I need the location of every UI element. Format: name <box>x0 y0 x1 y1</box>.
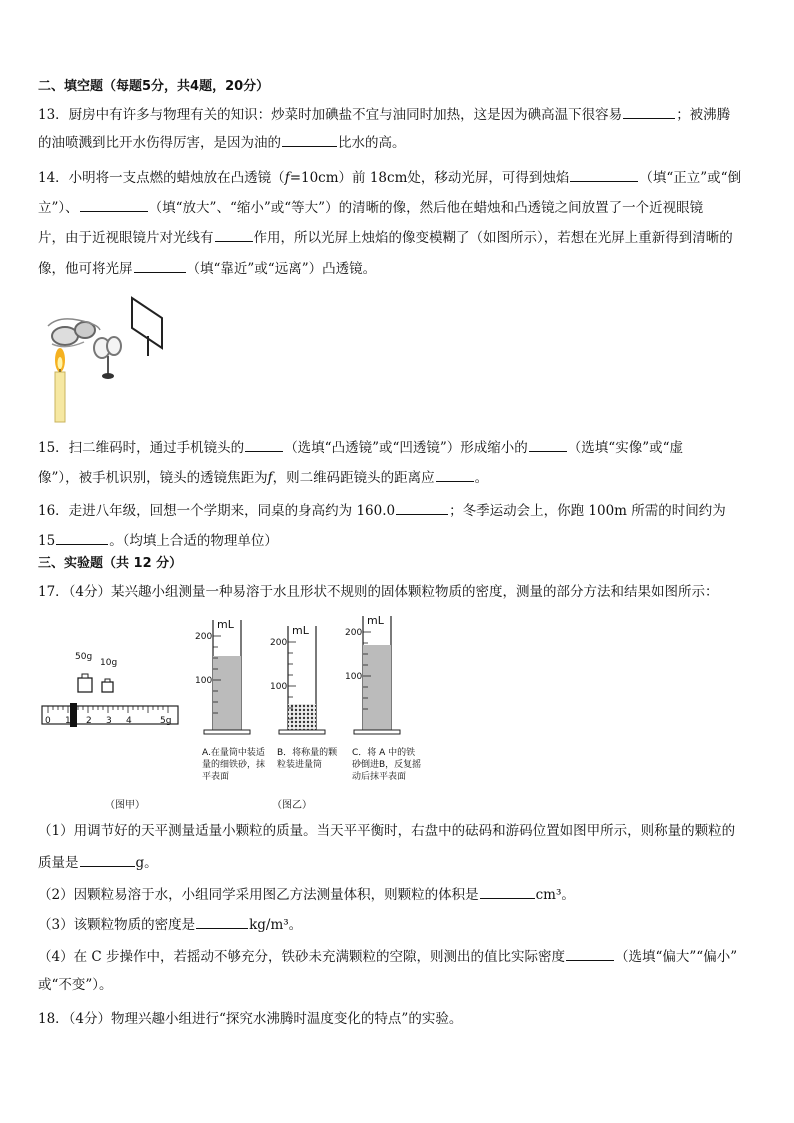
q17-blank-volume[interactable] <box>480 884 535 899</box>
weight-label-10g: 10g <box>100 658 118 668</box>
q14-blank-4[interactable] <box>134 258 186 273</box>
q16-text: 15 <box>38 533 56 549</box>
q15-blank-3[interactable] <box>436 467 474 482</box>
q14-text: 片，由于近视眼镜片对光线有 <box>38 230 214 246</box>
q17-text: 质量是 <box>38 855 79 871</box>
cylinder-b-unit: mL <box>292 624 309 637</box>
q14-f-symbol: f <box>284 170 290 186</box>
q17-blank-compare[interactable] <box>566 946 614 961</box>
weight-10g-shape <box>102 682 113 692</box>
q13-line2 <box>38 132 406 152</box>
q17-text: cm³。 <box>535 887 575 903</box>
q14-blank-1[interactable] <box>570 167 638 182</box>
scale-tick-labels <box>45 716 185 728</box>
q16-blank-1[interactable] <box>396 500 448 515</box>
q14-line3 <box>38 227 733 247</box>
q16-text: 16．走进八年级，回想一个学期来，同桌的身高约为 160.0 <box>38 503 396 519</box>
section-title-fill-blank: 二、填空题（每题5分，共4题，20分） <box>38 79 270 94</box>
candle-lens-figure <box>40 296 170 428</box>
cylinder-a-200: 200 <box>195 632 213 642</box>
q15-text: 像”），被手机识别，镜头的透镜焦距为 <box>38 470 268 486</box>
q14-text: 立”）、 <box>38 200 79 216</box>
tick-0: 0 <box>45 716 51 726</box>
q14-text: （填“正立”或“倒 <box>639 170 742 186</box>
q14-blank-3[interactable] <box>215 227 253 242</box>
figure-yi <box>190 612 430 812</box>
figure-yi-label: （图乙） <box>272 800 312 811</box>
q15-text: ，则二维码距镜头的距离应 <box>272 470 435 486</box>
cylinder-c-unit: mL <box>367 614 384 627</box>
q16-text: 。（均填上合适的物理单位） <box>109 533 278 549</box>
tick-1: 1 <box>65 716 71 726</box>
cylinders-svg <box>190 612 430 747</box>
tick-4: 4 <box>126 716 132 726</box>
figure-jia-label: （图甲） <box>105 800 145 811</box>
cylinder-b-200: 200 <box>270 638 288 648</box>
caption-c: C．将 A 中的铁砂倒进B，反复摇动后抹平表面 <box>352 748 422 782</box>
q14-text: （填“放大”、“缩小”或“等大”）的清晰的像，然后他在蜡烛和凸透镜之间放置了一个近视眼镜 <box>148 200 704 216</box>
q14-blank-2[interactable] <box>80 197 148 212</box>
q17-blank-mass[interactable] <box>80 852 135 867</box>
tick-3: 3 <box>106 716 112 726</box>
q15-line2 <box>38 467 488 487</box>
q16-line2 <box>38 530 278 550</box>
cylinder-a-unit: mL <box>217 618 234 631</box>
q17-intro: 17．（4分）某兴趣小组测量一种易溶于水且形状不规则的固体颗粒物质的密度，测量的部分方法和结果如图所示： <box>38 584 719 600</box>
q14-text: 像，他可将光屏 <box>38 261 133 277</box>
q13-text: ；被沸腾 <box>676 107 731 123</box>
q15-text: （选填“凸透镜”或“凹透镜”）形成缩小的 <box>284 440 528 456</box>
q15-blank-2[interactable] <box>529 437 567 452</box>
q17-text: （选填“偏大”“偏小” <box>615 949 738 965</box>
figure-jia <box>40 612 190 812</box>
q18-intro: 18．（4分）物理兴趣小组进行“探究水沸腾时温度变化的特点”的实验。 <box>38 1011 463 1027</box>
q14-text: =10cm）前 18cm处，移动光屏，可得到烛焰 <box>289 170 570 186</box>
q17-text: （3）该颗粒物质的密度是 <box>38 917 196 933</box>
q14-line4 <box>38 258 376 278</box>
q13-blank-1[interactable] <box>623 104 675 119</box>
tick-5g: 5g <box>160 716 172 726</box>
q17-part3 <box>38 914 302 934</box>
q17-part2 <box>38 884 575 904</box>
q17-part1-line1: （1）用调节好的天平测量适量小颗粒的质量。当天平平衡时，右盘中的砝码和游码位置如图甲所示，则称量的颗粒的 <box>38 823 736 839</box>
q13-blank-2[interactable] <box>282 132 337 147</box>
section-title-experiment: 三、实验题（共 12 分） <box>38 556 183 571</box>
q14-text: 作用，所以光屏上烛焰的像变模糊了（如图所示），若想在光屏上重新得到清晰的 <box>253 230 733 246</box>
q13-text: 比水的高。 <box>338 135 406 151</box>
q15-f-symbol: f <box>267 470 273 486</box>
q14-text: 14．小明将一支点燃的蜡烛放在凸透镜（ <box>38 170 285 186</box>
q14-text: （填“靠近”或“远离”）凸透镜。 <box>186 261 377 277</box>
q17-text: kg/m³。 <box>249 917 303 933</box>
q16-line1 <box>38 500 726 520</box>
caption-b: B．将称量的颗粒装进量筒 <box>277 748 338 770</box>
q15-line1 <box>38 437 683 457</box>
q14-line2 <box>38 197 703 217</box>
q16-text: ；冬季运动会上，你跑 100m 所需的时间约为 <box>449 503 726 519</box>
q13-text: 13．厨房中有许多与物理有关的知识：炒菜时加碘盐不宜与油同时加热，这是因为碘高温下很容易 <box>38 107 623 123</box>
q14-line1 <box>38 167 741 187</box>
q15-blank-1[interactable] <box>245 437 283 452</box>
q13-text: 的油喷溅到比开水伤得厉害，是因为油的 <box>38 135 281 151</box>
tick-2: 2 <box>86 716 92 726</box>
q17-part1-line2 <box>38 852 158 872</box>
q17-part4-line1 <box>38 946 737 966</box>
cylinder-c-200: 200 <box>345 628 363 638</box>
cylinder-a-100: 100 <box>195 676 213 686</box>
weight-label-50g: 50g <box>75 652 93 662</box>
q17-text: （4）在 C 步操作中，若摇动不够充分，铁砂未充满颗粒的空隙，则测出的值比实际密度 <box>38 949 565 965</box>
q17-text: g。 <box>135 855 158 871</box>
weight-50g-shape <box>78 678 92 692</box>
q13-line1 <box>38 104 730 124</box>
q15-text: 。 <box>474 470 489 486</box>
caption-a: A.在量筒中装适量的细铁砂，抹平表面 <box>202 748 266 782</box>
q15-text: （选填“实像”或“虚 <box>567 440 684 456</box>
q17-blank-density[interactable] <box>196 914 248 929</box>
q17-text: （2）因颗粒易溶于水，小组同学采用图乙方法测量体积，则颗粒的体积是 <box>38 887 479 903</box>
q17-part4-line2: 或“不变”）。 <box>38 977 113 993</box>
candle-shape <box>55 372 65 422</box>
cylinder-c-100: 100 <box>345 672 363 682</box>
cylinder-b-100: 100 <box>270 682 288 692</box>
q15-text: 15．扫二维码时，通过手机镜头的 <box>38 440 245 456</box>
q16-blank-2[interactable] <box>56 530 108 545</box>
